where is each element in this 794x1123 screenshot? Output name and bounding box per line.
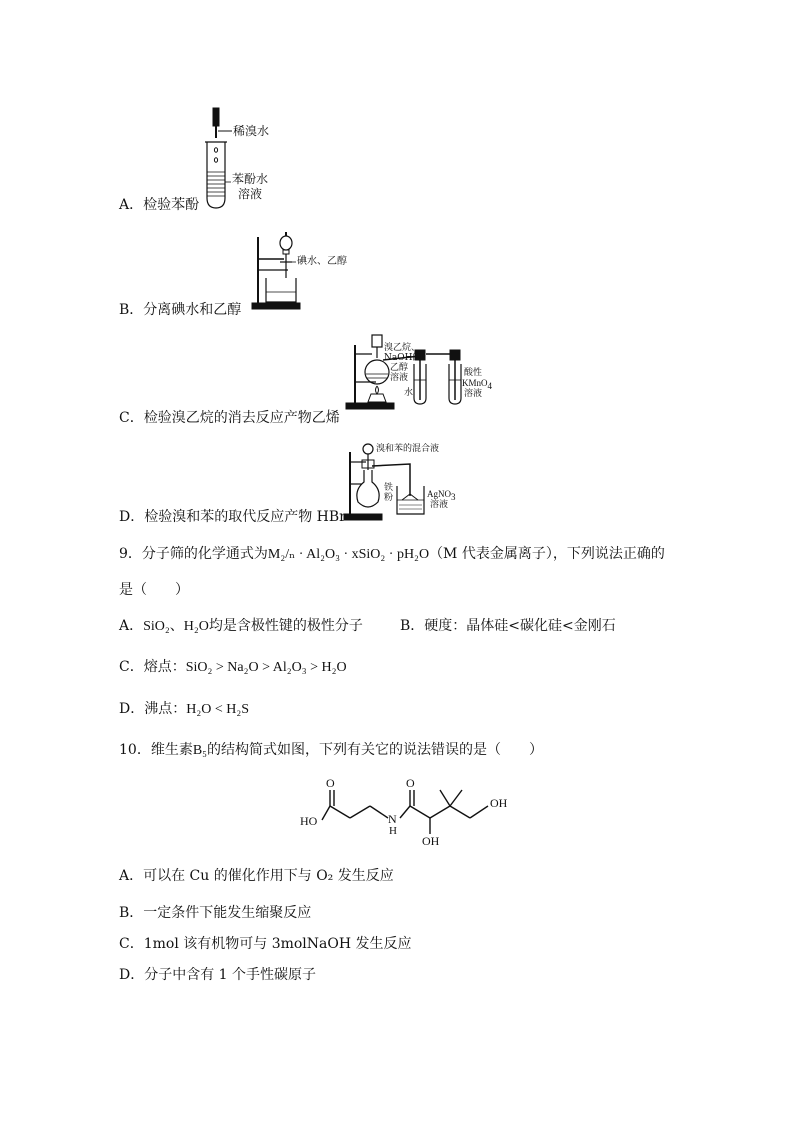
option-b-text: B．分离碘水和乙醇: [119, 302, 242, 318]
q9-option-a-formula: SiO₂、H₂O: [143, 619, 209, 634]
label-c-solution: 溶液: [464, 389, 483, 399]
q9-option-c-formula: SiO₂ > Na₂O > Al₂O₃ > H₂O: [185, 660, 347, 675]
option-a-text: A．检验苯酚: [119, 197, 200, 213]
q10-option-d: D．分子中含有 1 个手性碳原子: [119, 967, 317, 983]
label-solution-1: 苯酚水: [232, 172, 269, 186]
label-c-1: 溴乙烷、: [384, 343, 421, 353]
label-d-mix: 溴和苯的混合液: [376, 444, 440, 454]
q9-option-d-formula: H₂O < H₂S: [186, 702, 250, 717]
struct-o1: O: [326, 776, 335, 790]
q9-option-b: B．硬度：晶体硅<碳化硅<金刚石: [400, 618, 616, 634]
q9-suffix: （M 代表金属离子），下列说法正确的: [429, 546, 665, 562]
struct-oh1: OH: [422, 834, 440, 848]
q9-prefix: 9．分子筛的化学通式为: [119, 546, 268, 562]
q9-option-a-label: A．: [119, 618, 144, 634]
label-d-iron-2: 粉: [384, 493, 394, 503]
struct-n: N: [388, 812, 397, 826]
q9-option-a-text: 均是含极性键的极性分子: [208, 618, 363, 634]
label-reagent: 稀溴水: [233, 124, 270, 138]
q9-option-d-label: D．沸点：: [119, 701, 187, 717]
label-solution-2: 溶液: [238, 187, 263, 201]
label-c-2: NaOH的: [384, 353, 422, 363]
label-c-3: 乙醇: [390, 363, 409, 373]
q10-vitamin: B₅: [192, 743, 208, 758]
q9-formula: M₂/ₙ · Al₂O₃ · xSiO₂ · pH₂O: [267, 547, 430, 562]
q10-prefix: 10．维生素: [119, 742, 193, 758]
label-c-4: 溶液: [390, 373, 409, 383]
option-c-text: C．检验溴乙烷的消去反应产物乙烯: [119, 410, 340, 426]
label-d-iron-1: 铁: [384, 483, 394, 493]
q9-stem-line2: 是（ ）: [119, 582, 189, 598]
label-c-acid: 酸性: [464, 368, 483, 378]
q10-option-c: C．1mol 该有机物可与 3molNaOH 发生反应: [119, 936, 412, 952]
label-b: 碘水、乙醇: [297, 256, 347, 267]
struct-o2: O: [406, 776, 415, 790]
label-d-solution: 溶液: [430, 500, 449, 510]
q10-option-a: A．可以在 Cu 的催化作用下与 O₂ 发生反应: [119, 868, 394, 884]
q9-option-c-label: C．熔点：: [119, 659, 186, 675]
label-c-water: 水: [404, 388, 414, 398]
label-c-kmno4: KMnO$_4$: [462, 378, 493, 391]
struct-h: H: [389, 825, 397, 837]
struct-ho: HO: [300, 814, 318, 828]
label-d-agno3: AgNO$_3$: [427, 489, 456, 502]
struct-oh2: OH: [490, 796, 508, 810]
option-d-text: D．检验溴和苯的取代反应产物 HBr: [119, 509, 346, 525]
q10-option-b: B．一定条件下能发生缩聚反应: [119, 905, 312, 921]
q10-suffix: 的结构简式如图，下列有关它的说法错误的是（ ）: [207, 742, 544, 758]
